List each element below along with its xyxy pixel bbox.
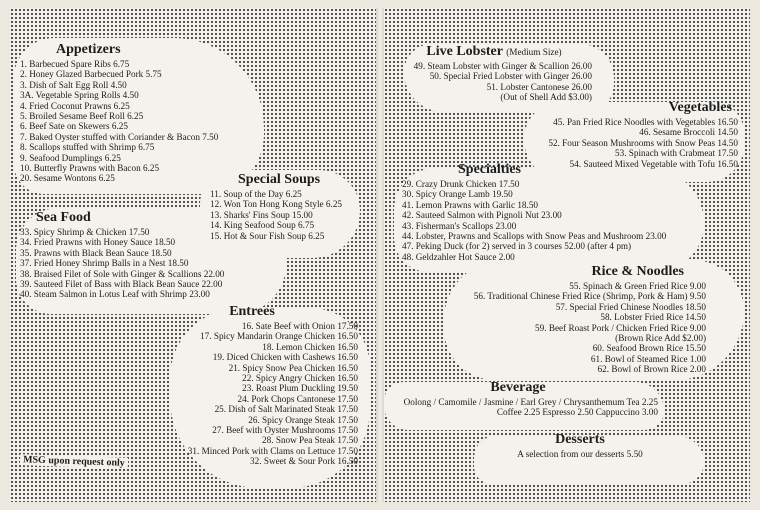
menu-item: 19. Diced Chicken with Cashews 16.50: [212, 352, 358, 363]
menu-item: 53. Spinach with Crabmeat 17.50: [615, 148, 738, 159]
menu-item: 12. Won Ton Hong Kong Style 6.25: [210, 199, 343, 210]
desserts-title: Desserts: [555, 432, 605, 447]
menu-item: 50. Special Fried Lobster with Ginger 26.00: [429, 71, 592, 82]
entrees-title: Entrees: [229, 304, 275, 319]
menu-item: 33. Spicy Shrimp & Chicken 17.50: [20, 227, 150, 237]
menu-item: 32. Sweet & Sour Pork 16.50: [250, 456, 358, 467]
desserts-section: [480, 432, 680, 459]
menu-item: 21. Spicy Snow Pea Chicken 16.50: [228, 362, 358, 373]
menu-item: 11. Soup of the Day 6.25: [210, 189, 302, 199]
menu-item: 30. Spicy Orange Lamb 19.50: [402, 189, 513, 200]
menu-item: 9. Seafood Dumplings 6.25: [20, 152, 121, 163]
menu-item: 56. Traditional Chinese Fried Rice (Shrimp, Pork & Ham) 9.50: [473, 291, 706, 302]
lobster-title: [396, 44, 592, 60]
menu-item: 16. Sate Beef with Onion 17.50: [241, 321, 358, 331]
lobster-title-text: Live Lobster: [426, 44, 503, 59]
menu-item: 24. Pork Chops Cantonese 17.50: [237, 393, 358, 404]
vegetables-title: Vegetables: [668, 100, 732, 115]
menu-item: 57. Special Fried Chinese Noodles 18.50: [555, 301, 706, 312]
menu-item: 2. Honey Glazed Barbecued Pork 5.75: [20, 69, 162, 80]
rice-noodles-section: [448, 264, 706, 375]
menu-item: 28. Snow Pea Steak 17.50: [262, 435, 358, 446]
menu-item: 48. Geldzahler Hot Sauce 2.00: [402, 251, 515, 262]
soups-section: [210, 172, 342, 241]
menu-item: 62. Bowl of Brown Rice 2.00: [597, 364, 706, 375]
msg-note: MSG upon request only: [20, 454, 128, 469]
seafood-title: Sea Food: [36, 210, 91, 225]
menu-item: 34. Fried Prawns with Honey Sauce 18.50: [20, 237, 176, 248]
lobster-section: [396, 44, 592, 103]
menu-item: 3. Dish of Salt Egg Roll 4.50: [20, 79, 127, 90]
beverage-title: Beverage: [490, 380, 546, 395]
menu-item: 43. Fisherman's Scallops 23.00: [402, 220, 517, 231]
menu-note: (Out of Shell Add $3.00): [500, 92, 592, 103]
menu-item: 55. Spinach & Green Fried Rice 9.00: [569, 281, 706, 291]
entrees-section: [176, 304, 358, 467]
menu-item: 38. Braised Filet of Sole with Ginger & Scallions 22.00: [20, 268, 225, 279]
menu-item: 49. Steam Lobster with Ginger & Scallion 26.00: [413, 61, 592, 71]
menu-item: 3A. Vegetable Spring Rolls 4.50: [20, 90, 139, 101]
menu-item: 25. Dish of Salt Marinated Steak 17.50: [214, 404, 358, 415]
menu-item: 8. Scallops stuffed with Shrimp 6.75: [20, 142, 155, 153]
rice-title: Rice & Noodles: [591, 264, 684, 279]
menu-item: 13. Sharks' Fins Soup 15.00: [210, 209, 313, 220]
appetizers-section: [16, 42, 218, 184]
dessert-line: A selection from our desserts 5.50: [517, 449, 643, 459]
menu-item: 31. Minced Pork with Clams on Lettuce 17.50: [187, 445, 358, 456]
beverage-line: Oolong / Camomile / Jasmine / Earl Grey / Chrysanthemum Tea 2.25: [403, 397, 658, 407]
menu-item: 26. Spicy Orange Steak 17.50: [248, 414, 358, 425]
beverage-section: [398, 380, 658, 418]
menu-note: (Brown Rice Add $2.00): [615, 333, 706, 344]
menu-item: 42. Sauteed Salmon with Pignoli Nut 23.00: [402, 210, 562, 221]
menu-item: 29. Crazy Drunk Chicken 17.50: [402, 179, 520, 189]
lobster-subtitle: (Medium Size): [506, 47, 562, 57]
menu-item: 4. Fried Coconut Prawns 6.25: [20, 100, 130, 111]
menu-item: 44. Lobster, Prawns and Scallops with Snow Peas and Mushroom 23.00: [402, 231, 667, 242]
menu-item: 60. Seafood Brown Rice 15.50: [592, 343, 706, 354]
menu-item: 23. Roast Plum Duckling 19.50: [242, 383, 358, 394]
menu-item: 58. Lobster Fried Rice 14.50: [600, 312, 706, 323]
vegetables-section: [540, 100, 738, 169]
menu-item: 18. Lemon Chicken 16.50: [262, 341, 358, 352]
menu-item: 46. Sesame Broccoli 14.50: [639, 127, 738, 138]
appetizers-title: Appetizers: [56, 42, 121, 57]
menu-item: 41. Lemon Prawns with Garlic 18.50: [402, 199, 539, 210]
menu-item: 6. Beef Sate on Skewers 6.25: [20, 121, 128, 132]
soups-title: Special Soups: [238, 172, 321, 187]
menu-item: 15. Hot & Sour Fish Soup 6.25: [210, 230, 325, 241]
menu-item: 52. Four Season Mushrooms with Snow Peas 14.50: [548, 137, 738, 148]
menu-item: 51. Lobster Cantonese 26.00: [486, 81, 592, 92]
seafood-section: [16, 210, 224, 300]
menu-item: 47. Peking Duck (for 2) served in 3 courses 52.00 (after 4 pm): [402, 241, 632, 252]
specialties-section: [402, 162, 666, 262]
menu-item: 20. Sesame Wontons 6.25: [20, 173, 115, 184]
menu-item: 14. King Seafood Soup 6.75: [210, 220, 315, 231]
menu-item: 7. Baked Oyster stuffed with Coriander & Bacon 7.50: [20, 131, 219, 142]
menu-item: 17. Spicy Mandarin Orange Chicken 16.50: [200, 331, 358, 342]
center-fold: [376, 8, 384, 502]
menu-item: 39. Sauteed Filet of Bass with Black Bean Sauce 22.00: [20, 279, 223, 290]
menu-item: 54. Sauteed Mixed Vegetable with Tofu 16.50: [569, 158, 738, 169]
menu-item: 40. Steam Salmon in Lotus Leaf with Shrimp 23.00: [20, 289, 210, 300]
menu-item: 27. Beef with Oyster Mushrooms 17.50: [212, 425, 358, 436]
menu-item: 1. Barbecued Spare Ribs 6.75: [20, 59, 130, 69]
menu-item: 61. Bowl of Steamed Rice 1.00: [590, 353, 706, 364]
menu-item: 22. Spicy Angry Chicken 16.50: [242, 373, 358, 384]
menu-item: 10. Butterfly Prawns with Bacon 6.25: [20, 163, 160, 174]
specialties-title: Specialties: [458, 162, 521, 177]
menu-item: 5. Broiled Sesame Beef Roll 6.25: [20, 111, 144, 122]
menu-item: 45. Pan Fried Rice Noodles with Vegetables 16.50: [553, 117, 738, 127]
beverage-line: Coffee 2.25 Espresso 2.50 Cappuccino 3.00: [496, 407, 658, 418]
menu-item: 37. Fried Honey Shrimp Balls in a Nest 18.50: [20, 258, 189, 269]
menu-item: 35. Prawns with Black Bean Sauce 18.50: [20, 247, 172, 258]
menu-item: 59. Beef Roast Pork / Chicken Fried Rice 9.00: [535, 322, 706, 333]
